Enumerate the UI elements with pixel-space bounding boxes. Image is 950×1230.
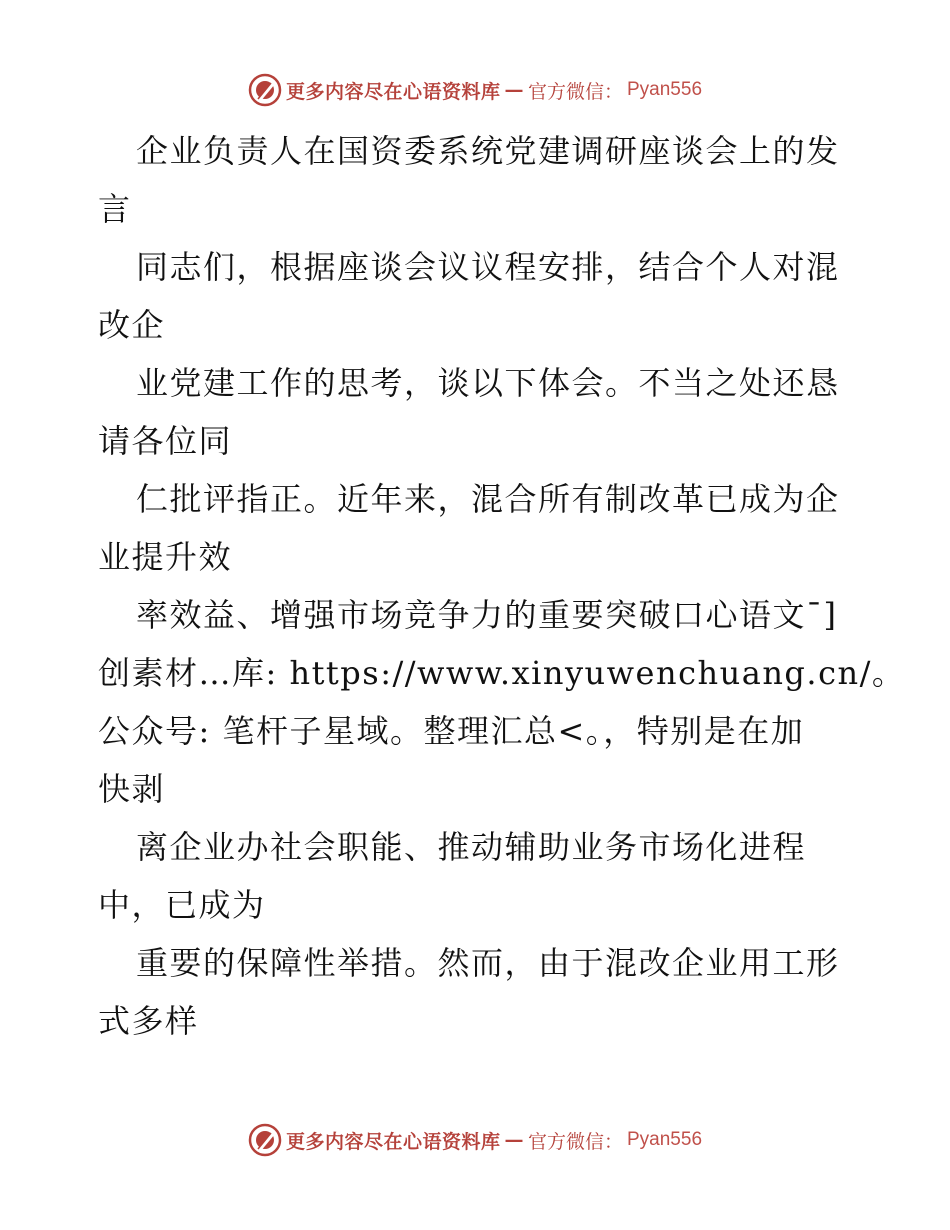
text-line: 离企业办社会职能、推动辅助业务市场化进程 — [136, 828, 807, 866]
text-line: 快剥 — [98, 770, 166, 808]
footer-dash: — — [504, 1129, 524, 1151]
footer-wechat-id: Pyan556 — [627, 1129, 703, 1150]
header-banner-content — [248, 73, 702, 107]
header-dash: — — [504, 79, 524, 101]
footer-site-text: 更多内容尽在心语资料库 — [285, 1130, 501, 1153]
text-line: 率效益、增强市场竞争力的重要突破口心语文¯] — [136, 596, 838, 634]
text-line: 请各位同 — [98, 422, 233, 460]
header-wechat-label: 官方微信： — [527, 80, 623, 103]
text-line: 创素材…库: https://www.xinyuwenchuang.cn/。 — [98, 654, 906, 692]
text-line: 业提升效 — [98, 538, 233, 576]
header-wechat-id: Pyan556 — [627, 79, 703, 100]
text-line: 企业负责人在国资委系统党建调研座谈会上的发 — [136, 132, 840, 170]
header-banner — [0, 70, 950, 110]
header-site-text: 更多内容尽在心语资料库 — [285, 80, 501, 103]
text-line: 式多样 — [98, 1002, 199, 1040]
quill-logo-icon — [248, 73, 282, 107]
quill-logo-icon — [248, 1123, 282, 1157]
footer-wechat-label: 官方微信： — [527, 1130, 623, 1153]
text-line: 言 — [98, 190, 132, 228]
text-line: 业党建工作的思考，谈以下体会。不当之处还恳 — [136, 364, 840, 402]
document-body — [98, 122, 906, 1050]
text-line: 同志们，根据座谈会议议程安排，结合个人对混 — [136, 248, 840, 286]
text-line: 重要的保障性举措。然而，由于混改企业用工形 — [136, 944, 840, 982]
text-line: 仁批评指正。近年来，混合所有制改革已成为企 — [136, 480, 840, 518]
footer-banner-content — [248, 1123, 702, 1157]
text-line: 改企 — [98, 306, 166, 344]
text-line: 公众号: 笔杆子星域。整理汇总<。，特别是在加 — [98, 712, 805, 750]
text-line: 中，已成为 — [98, 886, 266, 924]
footer-banner — [0, 1120, 950, 1160]
